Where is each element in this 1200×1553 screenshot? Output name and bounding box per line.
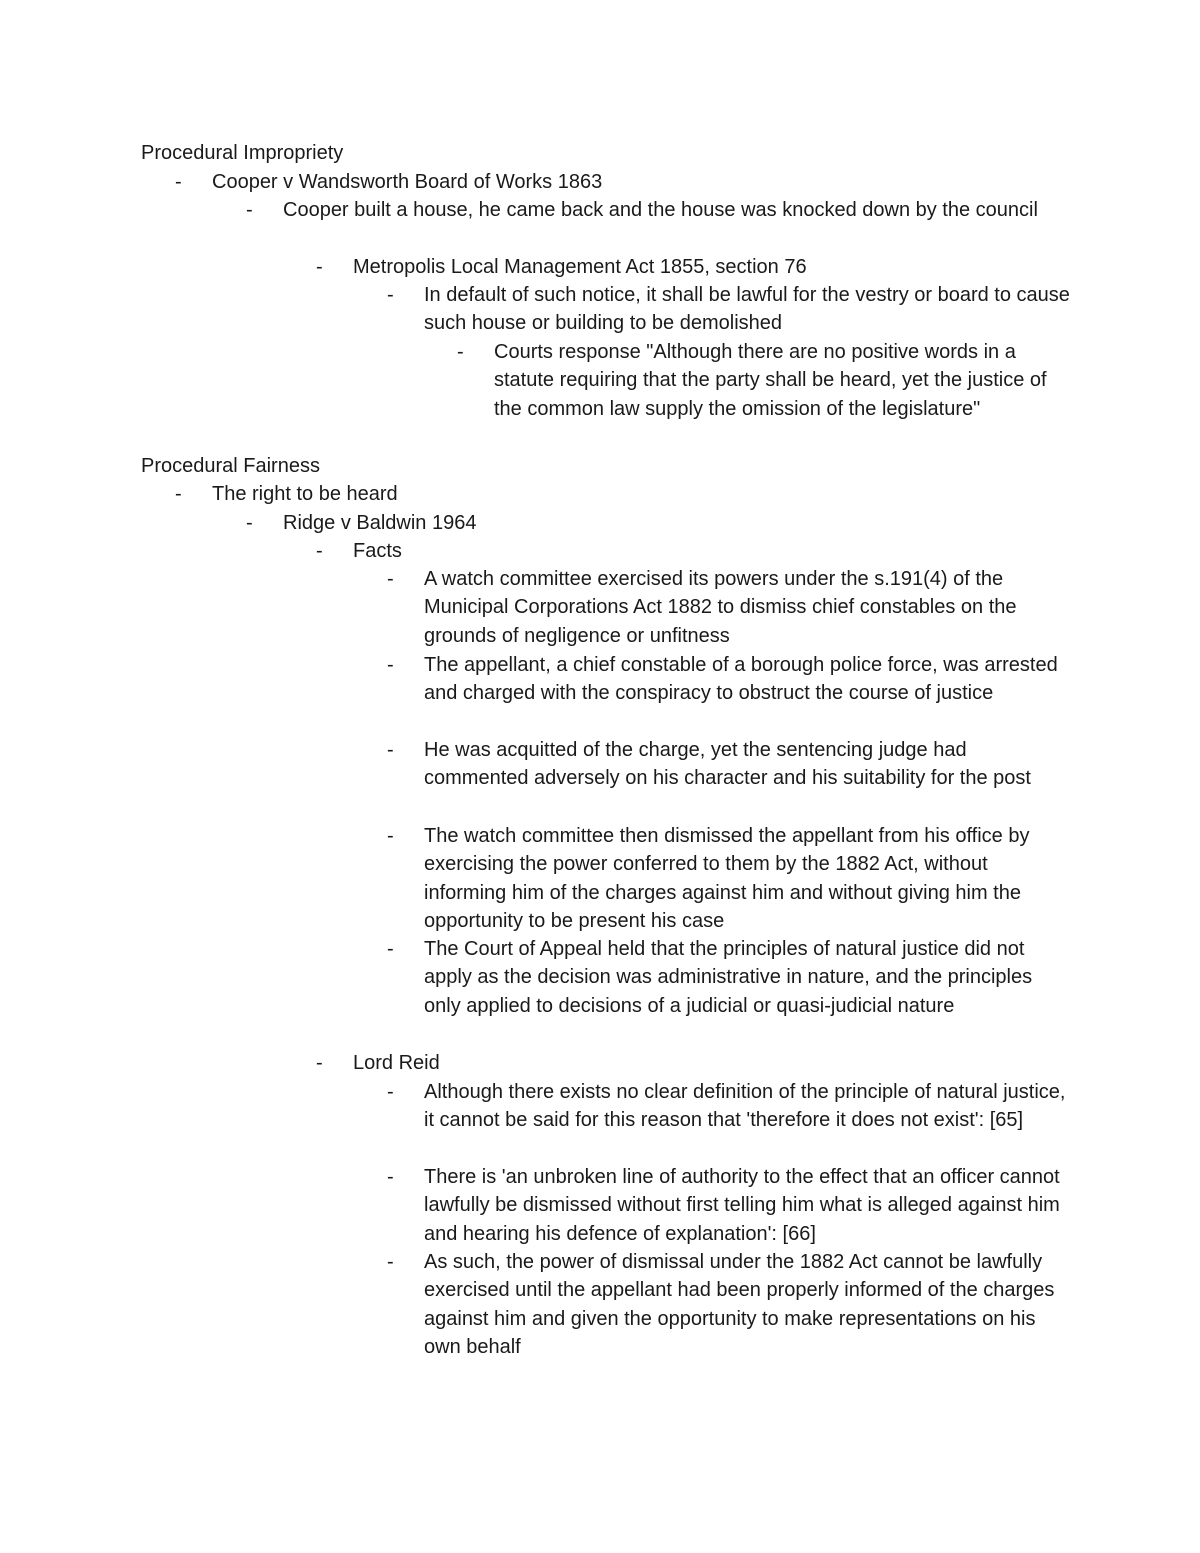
- bullet-dash: -: [316, 256, 323, 278]
- bullet-dash: -: [387, 1166, 394, 1188]
- list-item-text: The watch committee then dismissed the appellant from his office by exercising the power conferred to them by the 1882 Act, without informing him of the charges against him and without giving him the opportunity to be present his case: [424, 825, 1030, 933]
- section-heading-procedural-impropriety: Procedural Impropriety: [141, 142, 344, 164]
- list-item: [387, 1248, 1074, 1362]
- list-item-text: Ridge v Baldwin 1964: [283, 512, 477, 534]
- list-item-text: Cooper v Wandsworth Board of Works 1863: [212, 171, 603, 193]
- list-item-text: Metropolis Local Management Act 1855, section 76: [353, 256, 807, 278]
- bullet-dash: -: [246, 512, 253, 534]
- bullet-dash: -: [175, 483, 182, 505]
- bullet-dash: -: [246, 199, 253, 221]
- bullet-dash: -: [316, 1052, 323, 1074]
- list-item-text: He was acquitted of the charge, yet the sentencing judge had commented adversely on his character and his suitability for the post: [424, 739, 1031, 790]
- list-item: [387, 1078, 1074, 1135]
- bullet-dash: -: [387, 568, 394, 590]
- list-item: [316, 253, 1053, 281]
- list-item: [246, 196, 1043, 224]
- list-item-text: There is 'an unbroken line of authority to the effect that an officer cannot lawfully be dismissed without first telling him what is alleged against him and hearing his defence of explanation': [66]: [424, 1166, 1060, 1245]
- bullet-dash: -: [387, 825, 394, 847]
- list-item-text: As such, the power of dismissal under the 1882 Act cannot be lawfully exercised until the appellant had been properly informed of the charges against him and given the opportunity to make representations on his own behalf: [424, 1251, 1055, 1359]
- list-item-text: Cooper built a house, he came back and the house was knocked down by the council: [283, 199, 1038, 221]
- list-item-text: The Court of Appeal held that the principles of natural justice did not apply as the decision was administrative in nature, and the principles only applied to decisions of a judicial or quasi-judicial nature: [424, 938, 1033, 1017]
- list-item: [387, 736, 1074, 793]
- bullet-dash: -: [387, 654, 394, 676]
- list-item: [246, 509, 1043, 537]
- list-item-text: In default of such notice, it shall be lawful for the vestry or board to cause such house or building to be demolished: [424, 284, 1070, 335]
- list-item-text: Although there exists no clear definition of the principle of natural justice, it cannot be said for this reason that 'therefore it does not exist': [65]: [424, 1081, 1066, 1132]
- bullet-dash: -: [387, 739, 394, 761]
- bullet-dash: -: [316, 540, 323, 562]
- list-item: [175, 480, 1072, 508]
- list-item: [387, 281, 1074, 338]
- bullet-dash: -: [387, 1081, 394, 1103]
- list-item-text: Facts: [353, 540, 402, 562]
- list-item: [316, 1049, 1053, 1077]
- bullet-dash: -: [387, 938, 394, 960]
- list-item-text: The appellant, a chief constable of a borough police force, was arrested and charged with the conspiracy to obstruct the course of justice: [424, 654, 1058, 705]
- list-item-text: A watch committee exercised its powers under the s.191(4) of the Municipal Corporations Act 1882 to dismiss chief constables on the grounds of negligence or unfitness: [424, 568, 1017, 647]
- bullet-dash: -: [387, 1251, 394, 1273]
- list-item: [387, 822, 1074, 936]
- list-item: [457, 338, 1069, 423]
- list-item: [387, 565, 1074, 650]
- list-item: [175, 168, 1072, 196]
- bullet-dash: -: [387, 284, 394, 306]
- bullet-dash: -: [457, 341, 464, 363]
- list-item-text: Courts response "Although there are no positive words in a statute requiring that the party shall be heard, yet the justice of the common law supply the omission of the legislature": [494, 341, 1047, 420]
- bullet-dash: -: [175, 171, 182, 193]
- section-heading-procedural-fairness: Procedural Fairness: [141, 455, 320, 477]
- list-item: [316, 537, 1053, 565]
- list-item: [387, 1163, 1074, 1248]
- list-item: [387, 935, 1074, 1020]
- list-item-text: Lord Reid: [353, 1052, 440, 1074]
- list-item: [387, 651, 1074, 708]
- list-item-text: The right to be heard: [212, 483, 398, 505]
